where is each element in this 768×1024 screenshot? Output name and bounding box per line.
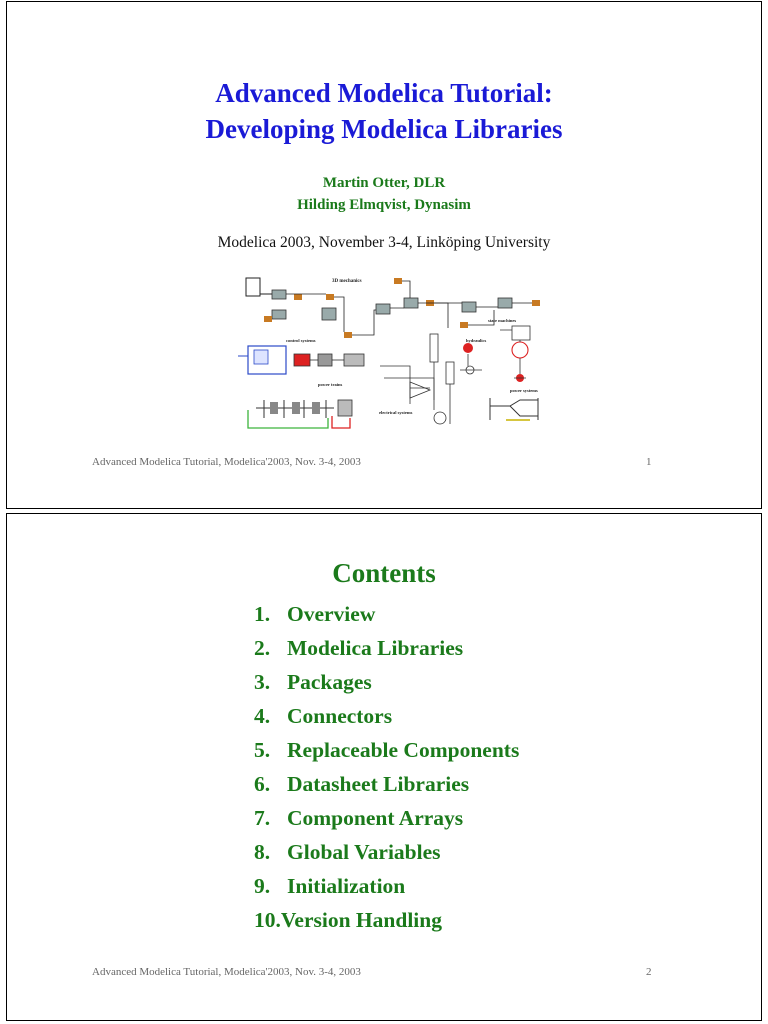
page-number: 2 [646, 966, 652, 978]
gear-block [318, 354, 332, 366]
slide-footer: Advanced Modelica Tutorial, Modelica'2003, Nov. 3-4, 2003 [92, 456, 361, 468]
contents-title: Contents [332, 558, 436, 588]
label-electrical-systems: electrical systems [379, 410, 413, 415]
slide-title-line-2: Developing Modelica Libraries [205, 114, 563, 144]
body-component [462, 302, 476, 312]
body-component [376, 304, 390, 314]
label-power-trains: power trains [318, 382, 343, 387]
motor-block [294, 354, 310, 366]
author-2: Hilding Elmqvist, Dynasim [297, 197, 471, 213]
body-component [272, 290, 286, 299]
diagram-frame [246, 278, 260, 296]
conference-line: Modelica 2003, November 3-4, Linköping University [217, 234, 551, 251]
slide-1 [6, 1, 762, 509]
label-control-systems: control systems [286, 338, 316, 343]
body-component [322, 308, 336, 320]
label-3d-mechanics: 3D mechanics [332, 279, 362, 284]
load-block [344, 354, 364, 366]
joint-component [394, 278, 402, 284]
contents-item: 2. Modelica Libraries [254, 636, 464, 660]
joint-component [264, 316, 272, 322]
contents-item: 9. Initialization [254, 874, 406, 898]
joint-component [532, 300, 540, 306]
body-component [272, 310, 286, 319]
contents-item: 7. Component Arrays [254, 806, 464, 830]
body-component [498, 298, 512, 308]
contents-item: 5. Replaceable Components [254, 738, 520, 762]
author-1: Martin Otter, DLR [322, 175, 446, 191]
label-hydraulics: hydraulics [466, 338, 487, 343]
body-component [404, 298, 418, 308]
label-state-machines: state machines [488, 318, 517, 323]
joint-component [344, 332, 352, 338]
page-number: 1 [646, 456, 652, 468]
contents-item: 4. Connectors [254, 704, 393, 728]
joint-component [326, 294, 334, 300]
slide-title-line-1: Advanced Modelica Tutorial: [215, 78, 553, 108]
joint-component [294, 294, 302, 300]
contents-item: 6. Datasheet Libraries [254, 772, 470, 796]
modelica-diagram [234, 270, 554, 434]
contents-item: 10.Version Handling [254, 908, 442, 932]
state-circle [512, 342, 528, 358]
contents-list [254, 602, 519, 942]
label-power-systems: power systems [510, 388, 538, 393]
contents-item: 8. Global Variables [254, 840, 441, 864]
hydraulic-valve [463, 343, 473, 353]
joint-component [460, 322, 468, 328]
slide-footer: Advanced Modelica Tutorial, Modelica'2003, Nov. 3-4, 2003 [92, 966, 361, 978]
contents-item: 3. Packages [254, 670, 372, 694]
contents-item: 1. Overview [254, 602, 376, 626]
slide-2 [6, 513, 762, 1021]
